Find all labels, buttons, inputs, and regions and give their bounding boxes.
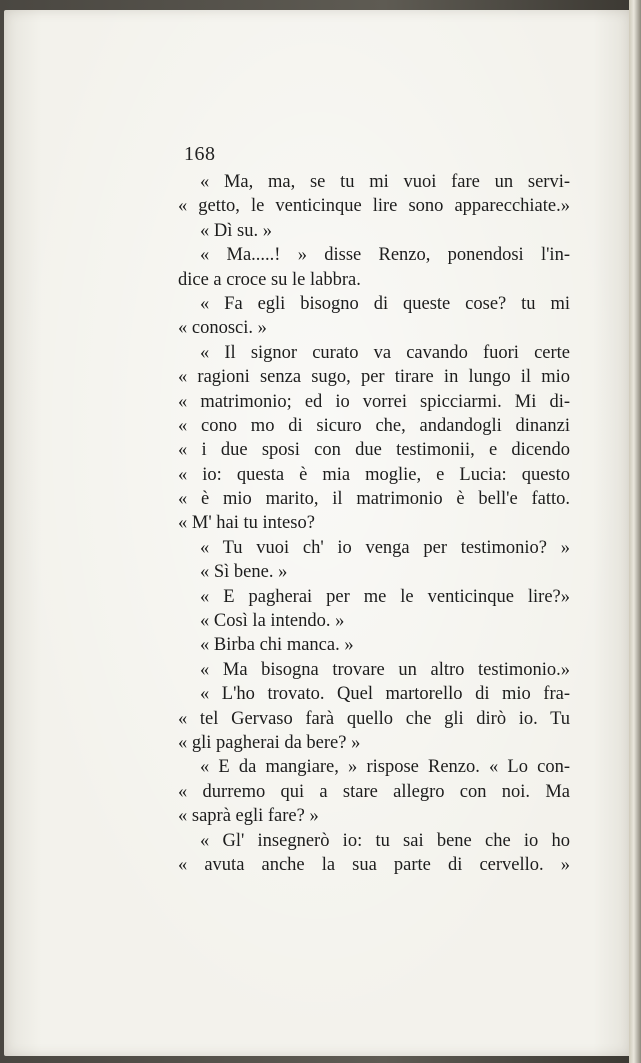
text-line: dice a croce su le labbra. (178, 269, 361, 290)
text-line: « Il signor curato va cavando fuori certe (200, 342, 570, 363)
text-line: « Ma, ma, se tu mi vuoi fare un servi- (200, 172, 570, 192)
page-edge (629, 0, 641, 1063)
text-line: « Sì bene. » (200, 562, 288, 583)
text-line: « durremo qui a stare allegro con noi. Ma (178, 781, 570, 802)
text-line: « Gl' insegnerò io: tu sai bene che io ho (200, 830, 570, 851)
text-line: « cono mo di sicuro che, andandogli dinanzi (178, 415, 570, 436)
page-number: 168 (184, 143, 216, 165)
text-line: « avuta anche la sua parte di cervello. » (178, 854, 570, 875)
text-line: « i due sposi con due testimonii, e dicendo (178, 440, 570, 461)
text-line: « saprà egli fare? » (178, 806, 319, 827)
text-line: « Tu vuoi ch' io venga per testimonio? » (200, 537, 570, 558)
page-text (178, 170, 570, 877)
text-line: « Fa egli bisogno di queste cose? tu mi (200, 293, 570, 314)
text-line: « E da mangiare, » rispose Renzo. « Lo con- (200, 757, 570, 778)
text-line: « Così la intendo. » (200, 611, 345, 632)
text-line: « getto, le venticinque lire sono apparecchiate.» (178, 196, 570, 217)
text-line: « è mio marito, il matrimonio è bell'e fatto. (178, 489, 570, 510)
text-line: « matrimonio; ed io vorrei spicciarmi. Mi di- (178, 391, 570, 412)
text-line: « E pagherai per me le venticinque lire?» (200, 586, 570, 607)
text-line: « io: questa è mia moglie, e Lucia: questo (178, 464, 570, 485)
text-line: « M' hai tu inteso? (178, 513, 315, 534)
text-line: « L'ho trovato. Quel martorello di mio fra- (200, 684, 570, 705)
text-line: « Ma.....! » disse Renzo, ponendosi l'in- (200, 245, 570, 266)
text-line: « ragioni senza sugo, per tirare in lungo il mio (178, 367, 570, 388)
text-line: « Dì su. » (200, 220, 272, 241)
text-line: « conosci. » (178, 318, 267, 339)
text-line: « gli pagherai da bere? » (178, 732, 361, 753)
text-line: « Ma bisogna trovare un altro testimonio.» (200, 659, 570, 680)
text-line: « tel Gervaso farà quello che gli dirò io. Tu (178, 708, 570, 729)
text-line: « Birba chi manca. » (200, 635, 354, 656)
